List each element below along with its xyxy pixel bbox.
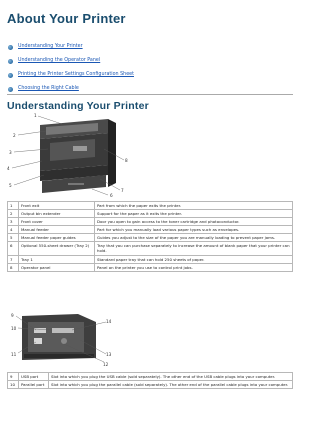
table-row	[8, 202, 293, 210]
bullet-icon	[8, 45, 13, 50]
part-name: Output bin extender	[19, 210, 95, 218]
table-row	[8, 255, 293, 263]
part-description: Part for which you manually load various paper types such as envelopes.	[95, 226, 293, 234]
part-name: Optional 550-sheet drawer (Tray 2)	[19, 242, 95, 255]
callout-9: 9	[11, 313, 14, 318]
bullet-icon	[8, 59, 13, 64]
toc-item	[8, 70, 134, 81]
table-of-contents	[8, 42, 134, 98]
toc-item	[8, 56, 134, 67]
port-name: Parallel port	[19, 381, 49, 389]
table-row	[8, 373, 293, 381]
bullet-icon	[8, 73, 13, 78]
port-description: Slot into which you plug the parallel cable (sold separately). The other end of the parallel cable plugs into your computer.	[49, 381, 293, 389]
toc-item	[8, 42, 134, 53]
toc-link-choosing-cable[interactable]: Choosing the Right Cable	[18, 86, 79, 92]
callout-5: 5	[9, 183, 12, 188]
row-number: 1	[8, 202, 19, 210]
toc-link-understanding-printer[interactable]: Understanding Your Printer	[18, 44, 83, 50]
bullet-icon	[8, 87, 13, 92]
row-number: 6	[8, 242, 19, 255]
row-number: 7	[8, 255, 19, 263]
table-row	[8, 226, 293, 234]
row-number: 8	[8, 263, 19, 271]
port-description: Slot into which you plug the USB cable (sold separately). The other end of the USB cable plugs into your computer.	[49, 373, 293, 381]
section-title: Understanding Your Printer	[7, 100, 149, 112]
callout-10: 10	[11, 326, 17, 331]
callout-2: 2	[13, 133, 16, 138]
part-description: Panel on the printer you use to control print jobs.	[95, 263, 293, 271]
part-description: Door you open to gain access to the toner cartridge and photoconductor.	[95, 218, 293, 226]
part-name: Front cover	[19, 218, 95, 226]
printer-front-illustration	[0, 113, 300, 198]
callout-3: 3	[9, 150, 12, 155]
table-row	[8, 234, 293, 242]
printer-rear-body	[22, 314, 96, 360]
table-row	[8, 210, 293, 218]
table-row	[8, 218, 293, 226]
table-row	[8, 381, 293, 389]
row-number: 5	[8, 234, 19, 242]
callout-7: 7	[121, 188, 124, 193]
parts-table	[7, 201, 293, 272]
part-name: Tray 1	[19, 255, 95, 263]
toc-link-operator-panel[interactable]: Understanding the Operator Panel	[18, 58, 101, 64]
printer-rear-illustration	[0, 310, 300, 368]
row-number: 3	[8, 218, 19, 226]
part-name: Front exit	[19, 202, 95, 210]
row-number: 4	[8, 226, 19, 234]
callout-14: 14	[106, 319, 112, 324]
ports-table	[7, 372, 293, 389]
table-row	[8, 263, 293, 271]
part-name: Manual feeder	[19, 226, 95, 234]
part-description: Support for the paper as it exits the printer.	[95, 210, 293, 218]
callout-12: 12	[103, 362, 109, 367]
part-description: Standard paper tray that can hold 250 sheets of paper.	[95, 255, 293, 263]
callout-6: 6	[110, 193, 113, 198]
part-description: Tray that you can purchase separately to increase the amount of blank paper that your printer can hold.	[95, 242, 293, 255]
part-name: Operator panel	[19, 263, 95, 271]
callout-4: 4	[7, 166, 10, 171]
callout-1: 1	[34, 113, 37, 118]
row-number: 10	[8, 381, 19, 389]
callout-8: 8	[125, 158, 128, 163]
callout-13: 13	[106, 352, 112, 357]
toc-link-settings-sheet[interactable]: Printing the Printer Settings Configuration Sheet	[18, 72, 134, 78]
part-name: Manual feeder paper guides	[19, 234, 95, 242]
table-row	[8, 242, 293, 255]
page-title: About Your Printer	[7, 11, 126, 26]
part-description: Guides you adjust to the size of the paper you are manually loading to prevent paper jams.	[95, 234, 293, 242]
part-description: Part from which the paper exits the printer.	[95, 202, 293, 210]
section-divider	[7, 94, 293, 95]
port-name: USB port	[19, 373, 49, 381]
callout-11: 11	[11, 352, 17, 357]
row-number: 2	[8, 210, 19, 218]
printer-body	[40, 119, 116, 193]
row-number: 9	[8, 373, 19, 381]
